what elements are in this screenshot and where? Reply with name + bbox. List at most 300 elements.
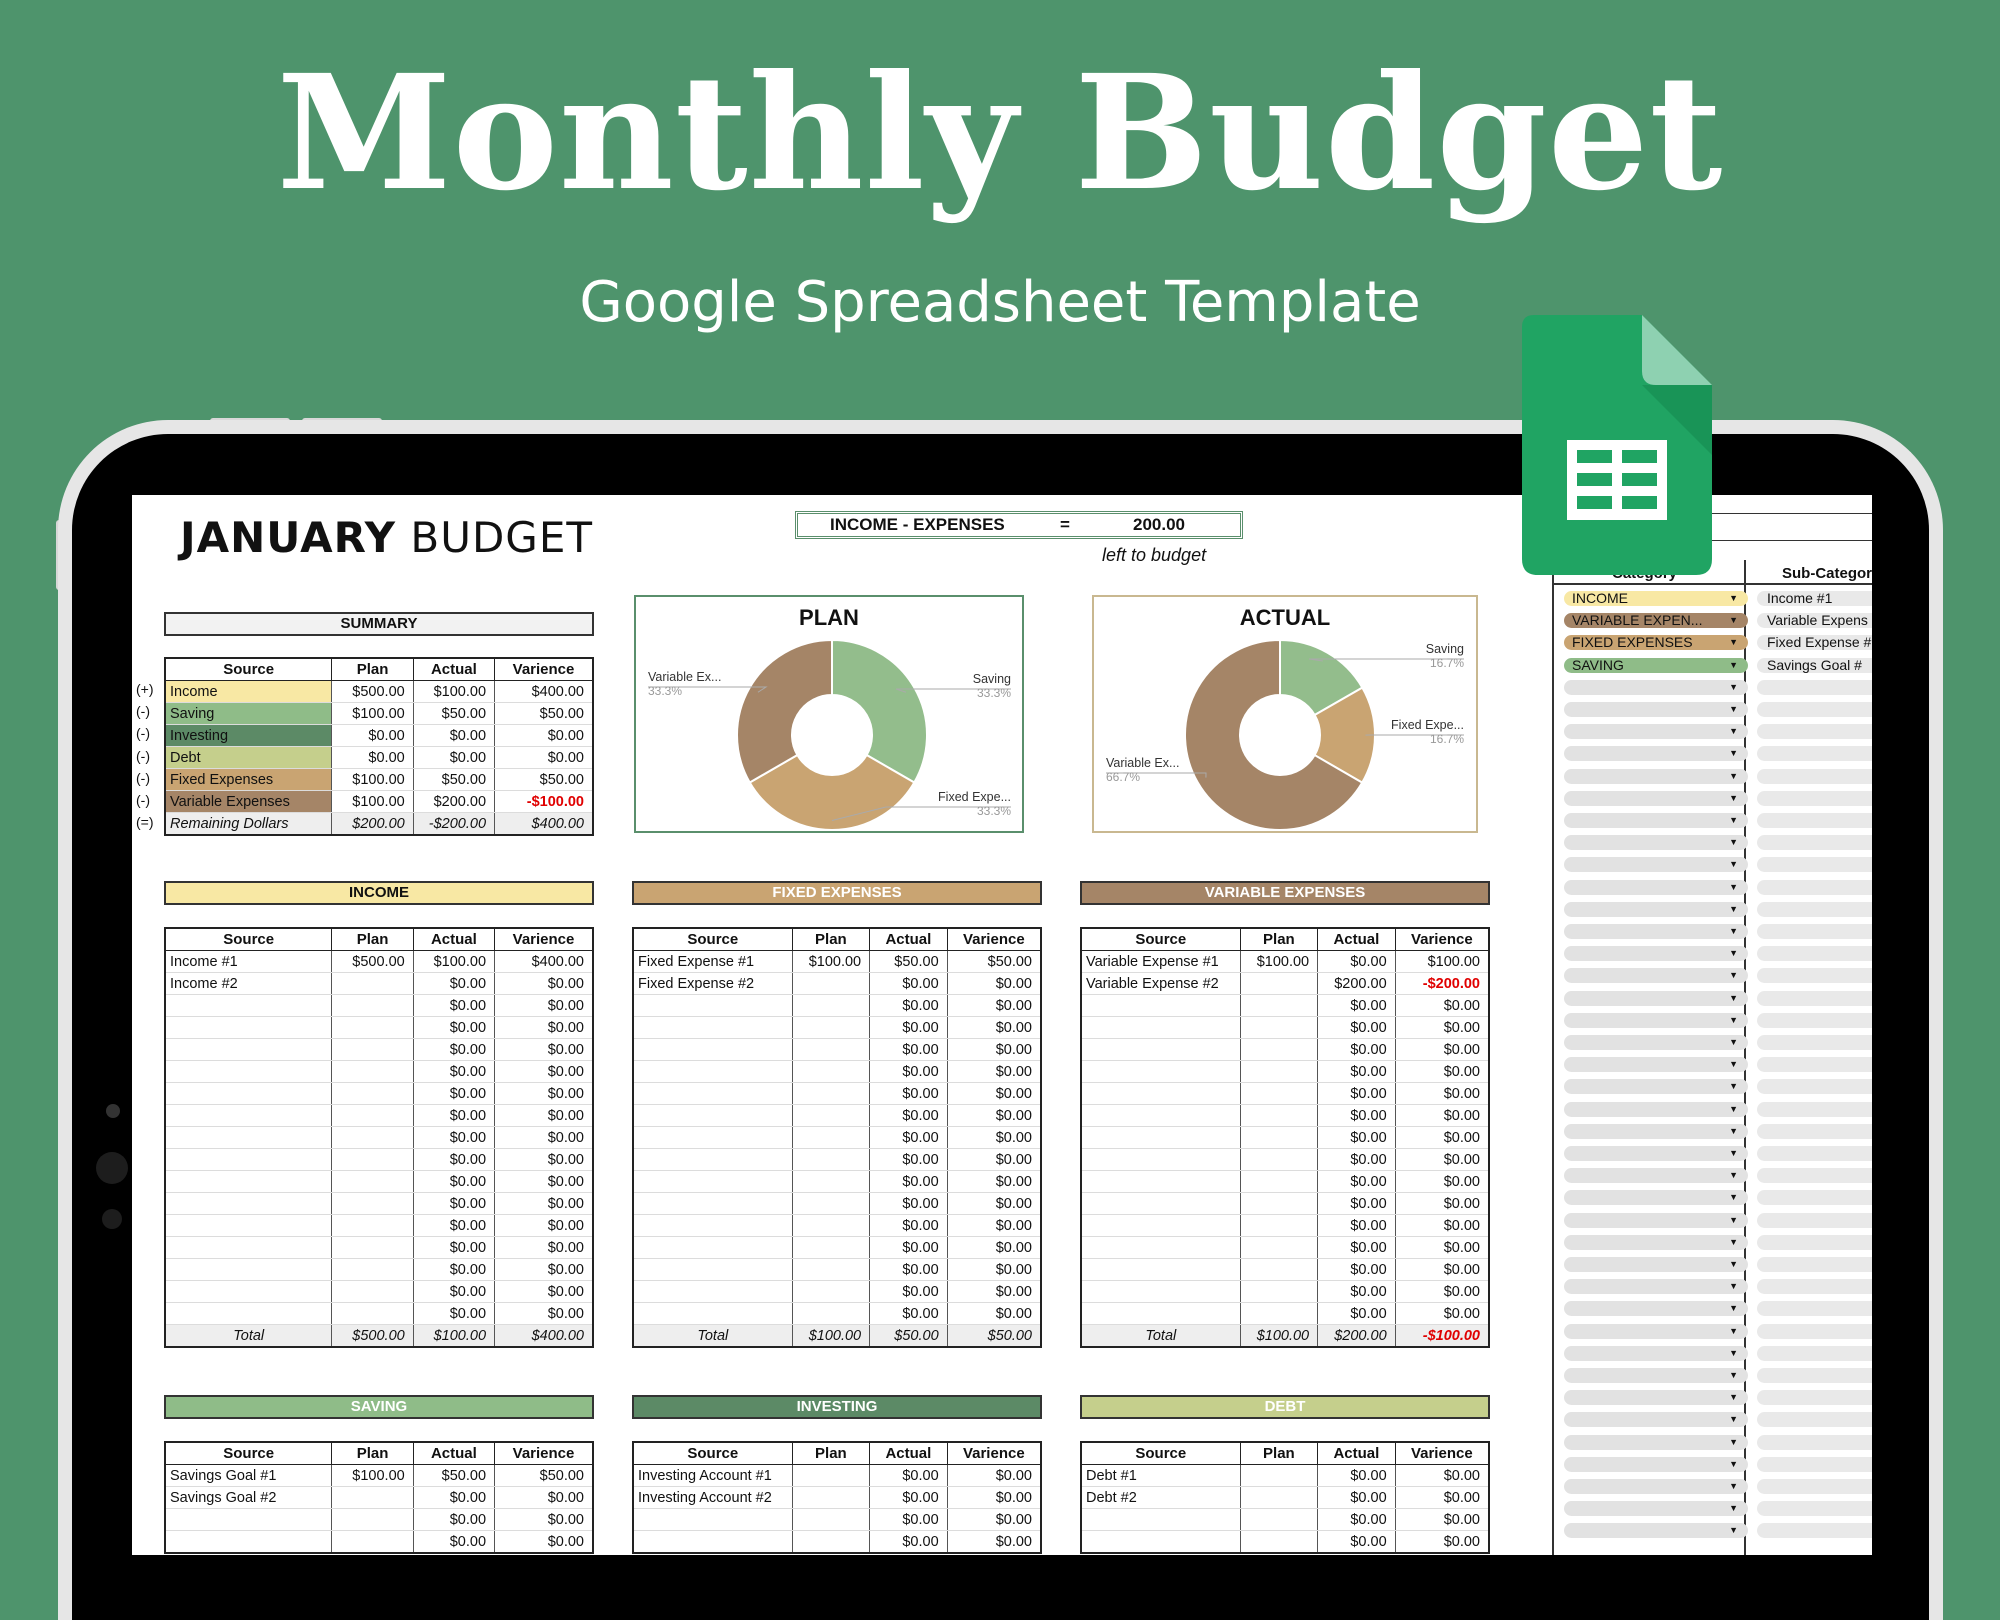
income-value-cell[interactable]: $0.00 [413, 1193, 494, 1215]
fixed-value-cell[interactable]: $0.00 [947, 1303, 1041, 1325]
fixed-value-cell[interactable] [792, 1193, 870, 1215]
variable-source-cell[interactable] [1081, 1281, 1240, 1303]
income-row[interactable] [165, 1083, 593, 1105]
income-source-cell[interactable] [165, 1215, 332, 1237]
variable-source-cell[interactable] [1081, 1259, 1240, 1281]
income-value-cell[interactable]: $0.00 [413, 1127, 494, 1149]
debt-value-cell[interactable] [1240, 1509, 1318, 1531]
category-dropdown[interactable] [1564, 1301, 1748, 1316]
summary-value-cell[interactable]: -$100.00 [495, 791, 593, 813]
category-dropdown[interactable] [1564, 1213, 1748, 1228]
variable-value-cell[interactable]: $0.00 [1395, 1017, 1489, 1039]
subcategory-dropdown[interactable] [1757, 1013, 1872, 1028]
category-dropdown[interactable] [1564, 1390, 1748, 1405]
variable-value-cell[interactable]: $0.00 [1318, 1127, 1396, 1149]
income-source-cell[interactable] [165, 1039, 332, 1061]
variable-row[interactable] [1081, 951, 1489, 973]
fixed-value-cell[interactable]: $0.00 [870, 1061, 948, 1083]
fixed-value-cell[interactable]: $0.00 [947, 1127, 1041, 1149]
fixed-value-cell[interactable]: $0.00 [947, 1215, 1041, 1237]
subcategory-dropdown[interactable] [1757, 1035, 1872, 1050]
summary-value-cell[interactable]: $100.00 [332, 769, 413, 791]
saving-source-cell[interactable]: Savings Goal #1 [165, 1465, 332, 1487]
fixed-value-cell[interactable] [792, 1237, 870, 1259]
variable-value-cell[interactable] [1240, 1017, 1318, 1039]
income-row[interactable] [165, 951, 593, 973]
variable-value-cell[interactable]: $0.00 [1318, 1083, 1396, 1105]
saving-value-cell[interactable] [332, 1487, 413, 1509]
summary-value-cell[interactable]: $400.00 [495, 681, 593, 703]
income-value-cell[interactable]: $400.00 [495, 951, 593, 973]
debt-source-cell[interactable]: Debt #2 [1081, 1487, 1240, 1509]
income-row[interactable] [165, 1039, 593, 1061]
subcategory-dropdown[interactable] [1757, 880, 1872, 895]
income-value-cell[interactable]: $0.00 [413, 1061, 494, 1083]
fixed-source-cell[interactable] [633, 1303, 792, 1325]
fixed-source-cell[interactable]: Fixed Expense #2 [633, 973, 792, 995]
variable-row[interactable] [1081, 1105, 1489, 1127]
income-value-cell[interactable]: $0.00 [413, 1105, 494, 1127]
category-dropdown[interactable] [1564, 1235, 1748, 1250]
fixed-row[interactable] [633, 1171, 1041, 1193]
income-value-cell[interactable] [332, 1171, 413, 1193]
income-row[interactable] [165, 995, 593, 1017]
saving-row[interactable] [165, 1465, 593, 1487]
fixed-value-cell[interactable]: $0.00 [870, 1193, 948, 1215]
category-dropdown[interactable] [1564, 835, 1748, 850]
variable-value-cell[interactable]: $0.00 [1395, 1193, 1489, 1215]
fixed-value-cell[interactable] [792, 1303, 870, 1325]
fixed-value-cell[interactable]: $0.00 [947, 1083, 1041, 1105]
subcategory-dropdown[interactable] [1757, 680, 1872, 695]
variable-row[interactable] [1081, 1017, 1489, 1039]
investing-row[interactable] [633, 1465, 1041, 1487]
income-value-cell[interactable]: $0.00 [495, 1083, 593, 1105]
subcategory-dropdown[interactable] [1757, 1279, 1872, 1294]
investing-row[interactable] [633, 1531, 1041, 1554]
income-value-cell[interactable]: $0.00 [413, 1303, 494, 1325]
income-value-cell[interactable]: $0.00 [495, 1149, 593, 1171]
fixed-value-cell[interactable] [792, 1061, 870, 1083]
investing-value-cell[interactable]: $0.00 [947, 1465, 1041, 1487]
fixed-value-cell[interactable]: $0.00 [870, 1149, 948, 1171]
fixed-value-cell[interactable]: $0.00 [947, 995, 1041, 1017]
fixed-row[interactable] [633, 995, 1041, 1017]
saving-row[interactable] [165, 1531, 593, 1554]
fixed-source-cell[interactable] [633, 1105, 792, 1127]
investing-source-cell[interactable] [633, 1509, 792, 1531]
variable-value-cell[interactable]: $0.00 [1318, 1017, 1396, 1039]
fixed-value-cell[interactable]: $0.00 [870, 1171, 948, 1193]
summary-value-cell[interactable]: $0.00 [413, 725, 494, 747]
subcategory-dropdown[interactable] [1757, 1146, 1872, 1161]
category-dropdown[interactable] [1564, 857, 1748, 872]
variable-value-cell[interactable]: $0.00 [1395, 1105, 1489, 1127]
variable-row[interactable] [1081, 973, 1489, 995]
income-row[interactable] [165, 1259, 593, 1281]
summary-value-cell[interactable]: $100.00 [332, 703, 413, 725]
income-value-cell[interactable] [332, 1039, 413, 1061]
fixed-value-cell[interactable]: $0.00 [870, 1237, 948, 1259]
income-source-cell[interactable] [165, 995, 332, 1017]
fixed-row[interactable] [633, 1083, 1041, 1105]
variable-value-cell[interactable] [1240, 1193, 1318, 1215]
fixed-value-cell[interactable] [792, 1281, 870, 1303]
fixed-value-cell[interactable]: $0.00 [870, 995, 948, 1017]
fixed-value-cell[interactable]: $0.00 [870, 1127, 948, 1149]
category-dropdown[interactable] [1564, 1146, 1748, 1161]
investing-value-cell[interactable]: $0.00 [870, 1509, 948, 1531]
variable-value-cell[interactable] [1240, 973, 1318, 995]
variable-value-cell[interactable] [1240, 1259, 1318, 1281]
variable-row[interactable] [1081, 995, 1489, 1017]
variable-value-cell[interactable]: -$200.00 [1395, 973, 1489, 995]
variable-value-cell[interactable]: $0.00 [1318, 1061, 1396, 1083]
fixed-row[interactable] [633, 1215, 1041, 1237]
fixed-source-cell[interactable]: Fixed Expense #1 [633, 951, 792, 973]
fixed-value-cell[interactable]: $100.00 [792, 951, 870, 973]
variable-value-cell[interactable]: $200.00 [1318, 973, 1396, 995]
subcategory-dropdown[interactable]: Fixed Expense # [1757, 635, 1872, 650]
category-dropdown[interactable] [1564, 613, 1748, 628]
category-dropdown[interactable] [1564, 635, 1748, 650]
fixed-row[interactable] [633, 1127, 1041, 1149]
investing-row[interactable] [633, 1509, 1041, 1531]
category-dropdown[interactable] [1564, 1412, 1748, 1427]
category-dropdown[interactable] [1564, 968, 1748, 983]
income-value-cell[interactable]: $0.00 [495, 1237, 593, 1259]
variable-row[interactable] [1081, 1127, 1489, 1149]
variable-source-cell[interactable]: Variable Expense #1 [1081, 951, 1240, 973]
income-value-cell[interactable]: $0.00 [495, 1171, 593, 1193]
category-dropdown[interactable] [1564, 1257, 1748, 1272]
fixed-value-cell[interactable]: $0.00 [870, 1083, 948, 1105]
income-source-cell[interactable] [165, 1303, 332, 1325]
debt-value-cell[interactable] [1240, 1465, 1318, 1487]
saving-value-cell[interactable]: $50.00 [495, 1465, 593, 1487]
variable-source-cell[interactable] [1081, 1039, 1240, 1061]
income-value-cell[interactable]: $0.00 [495, 1127, 593, 1149]
summary-value-cell[interactable]: $0.00 [332, 747, 413, 769]
income-row[interactable] [165, 1171, 593, 1193]
fixed-value-cell[interactable]: $0.00 [870, 1303, 948, 1325]
income-value-cell[interactable]: $0.00 [413, 973, 494, 995]
debt-value-cell[interactable]: $0.00 [1318, 1509, 1396, 1531]
income-value-cell[interactable]: $0.00 [413, 1149, 494, 1171]
variable-row[interactable] [1081, 1061, 1489, 1083]
category-dropdown[interactable] [1564, 1346, 1748, 1361]
income-source-cell[interactable] [165, 1281, 332, 1303]
saving-source-cell[interactable]: Savings Goal #2 [165, 1487, 332, 1509]
saving-value-cell[interactable]: $0.00 [413, 1509, 494, 1531]
fixed-value-cell[interactable] [792, 1083, 870, 1105]
income-row[interactable] [165, 1281, 593, 1303]
category-dropdown[interactable] [1564, 702, 1748, 717]
summary-row[interactable] [165, 769, 593, 791]
category-dropdown[interactable] [1564, 658, 1748, 673]
saving-value-cell[interactable]: $0.00 [413, 1487, 494, 1509]
subcategory-dropdown[interactable] [1757, 1301, 1872, 1316]
income-source-cell[interactable] [165, 1061, 332, 1083]
summary-value-cell[interactable]: $0.00 [332, 725, 413, 747]
summary-value-cell[interactable]: $100.00 [413, 681, 494, 703]
variable-row[interactable] [1081, 1193, 1489, 1215]
investing-value-cell[interactable]: $0.00 [870, 1465, 948, 1487]
fixed-value-cell[interactable] [792, 1149, 870, 1171]
income-source-cell[interactable] [165, 1259, 332, 1281]
debt-source-cell[interactable]: Debt #1 [1081, 1465, 1240, 1487]
category-dropdown[interactable] [1564, 1501, 1748, 1516]
income-row[interactable] [165, 1061, 593, 1083]
saving-row[interactable] [165, 1509, 593, 1531]
summary-source-cell[interactable]: Debt [165, 747, 332, 769]
debt-row[interactable] [1081, 1531, 1489, 1554]
fixed-source-cell[interactable] [633, 1061, 792, 1083]
category-dropdown[interactable] [1564, 1523, 1748, 1538]
fixed-value-cell[interactable]: $0.00 [947, 1237, 1041, 1259]
summary-row[interactable] [165, 703, 593, 725]
income-value-cell[interactable]: $0.00 [495, 1061, 593, 1083]
income-value-cell[interactable] [332, 1259, 413, 1281]
summary-value-cell[interactable]: $50.00 [413, 769, 494, 791]
subcategory-dropdown[interactable] [1757, 991, 1872, 1006]
investing-value-cell[interactable]: $0.00 [870, 1487, 948, 1509]
category-dropdown[interactable] [1564, 1102, 1748, 1117]
variable-value-cell[interactable]: $0.00 [1318, 1171, 1396, 1193]
subcategory-dropdown[interactable] [1757, 1435, 1872, 1450]
summary-row[interactable] [165, 681, 593, 703]
subcategory-dropdown[interactable] [1757, 769, 1872, 784]
subcategory-dropdown[interactable] [1757, 1479, 1872, 1494]
category-dropdown[interactable] [1564, 1168, 1748, 1183]
category-dropdown[interactable] [1564, 769, 1748, 784]
subcategory-dropdown[interactable]: Income #1 [1757, 591, 1872, 606]
variable-source-cell[interactable] [1081, 1171, 1240, 1193]
variable-value-cell[interactable]: $0.00 [1318, 951, 1396, 973]
saving-value-cell[interactable]: $0.00 [413, 1531, 494, 1554]
fixed-value-cell[interactable]: $0.00 [947, 1193, 1041, 1215]
debt-row[interactable] [1081, 1465, 1489, 1487]
summary-source-cell[interactable]: Remaining Dollars [165, 813, 332, 836]
category-dropdown[interactable] [1564, 813, 1748, 828]
income-value-cell[interactable] [332, 1083, 413, 1105]
investing-value-cell[interactable]: $0.00 [947, 1531, 1041, 1554]
income-value-cell[interactable] [332, 1061, 413, 1083]
fixed-value-cell[interactable] [792, 1105, 870, 1127]
subcategory-dropdown[interactable] [1757, 1079, 1872, 1094]
investing-value-cell[interactable] [792, 1531, 870, 1554]
summary-value-cell[interactable]: $0.00 [413, 747, 494, 769]
subcategory-dropdown[interactable]: Savings Goal # [1757, 658, 1872, 673]
income-row[interactable] [165, 1237, 593, 1259]
variable-value-cell[interactable]: $0.00 [1395, 1127, 1489, 1149]
summary-value-cell[interactable]: $200.00 [413, 791, 494, 813]
fixed-source-cell[interactable] [633, 1017, 792, 1039]
variable-row[interactable] [1081, 1149, 1489, 1171]
income-value-cell[interactable]: $0.00 [413, 1215, 494, 1237]
fixed-row[interactable] [633, 1061, 1041, 1083]
income-source-cell[interactable] [165, 1083, 332, 1105]
category-dropdown[interactable] [1564, 1124, 1748, 1139]
category-dropdown[interactable] [1564, 1368, 1748, 1383]
income-source-cell[interactable] [165, 1127, 332, 1149]
variable-source-cell[interactable]: Variable Expense #2 [1081, 973, 1240, 995]
income-value-cell[interactable]: $0.00 [413, 1039, 494, 1061]
income-value-cell[interactable]: $0.00 [413, 1083, 494, 1105]
subcategory-dropdown[interactable] [1757, 1235, 1872, 1250]
variable-value-cell[interactable]: $0.00 [1395, 1303, 1489, 1325]
fixed-value-cell[interactable] [792, 1039, 870, 1061]
variable-source-cell[interactable] [1081, 1149, 1240, 1171]
fixed-value-cell[interactable] [792, 995, 870, 1017]
fixed-row[interactable] [633, 1237, 1041, 1259]
investing-value-cell[interactable] [792, 1487, 870, 1509]
fixed-value-cell[interactable]: $0.00 [870, 1259, 948, 1281]
income-source-cell[interactable] [165, 1149, 332, 1171]
income-value-cell[interactable]: $0.00 [495, 1105, 593, 1127]
category-dropdown[interactable] [1564, 1035, 1748, 1050]
variable-value-cell[interactable]: $0.00 [1395, 1149, 1489, 1171]
variable-source-cell[interactable] [1081, 1237, 1240, 1259]
fixed-value-cell[interactable] [792, 1215, 870, 1237]
summary-source-cell[interactable]: Fixed Expenses [165, 769, 332, 791]
investing-value-cell[interactable]: $0.00 [947, 1509, 1041, 1531]
saving-value-cell[interactable]: $0.00 [495, 1509, 593, 1531]
income-value-cell[interactable]: $0.00 [495, 973, 593, 995]
saving-value-cell[interactable] [332, 1531, 413, 1554]
fixed-source-cell[interactable] [633, 1281, 792, 1303]
category-dropdown[interactable] [1564, 1079, 1748, 1094]
income-value-cell[interactable]: $0.00 [413, 1259, 494, 1281]
variable-source-cell[interactable] [1081, 1127, 1240, 1149]
variable-value-cell[interactable]: $0.00 [1395, 1215, 1489, 1237]
fixed-source-cell[interactable] [633, 1149, 792, 1171]
category-dropdown[interactable] [1564, 1013, 1748, 1028]
subcategory-dropdown[interactable] [1757, 1501, 1872, 1516]
fixed-value-cell[interactable] [792, 1259, 870, 1281]
fixed-row[interactable] [633, 1105, 1041, 1127]
income-value-cell[interactable] [332, 1303, 413, 1325]
subcategory-dropdown[interactable] [1757, 1523, 1872, 1538]
category-dropdown[interactable] [1564, 991, 1748, 1006]
variable-source-cell[interactable] [1081, 995, 1240, 1017]
variable-value-cell[interactable]: $0.00 [1395, 1281, 1489, 1303]
summary-source-cell[interactable]: Saving [165, 703, 332, 725]
variable-value-cell[interactable]: $0.00 [1318, 1105, 1396, 1127]
variable-source-cell[interactable] [1081, 1061, 1240, 1083]
variable-value-cell[interactable]: $0.00 [1395, 1061, 1489, 1083]
subcategory-dropdown[interactable] [1757, 1213, 1872, 1228]
investing-row[interactable] [633, 1487, 1041, 1509]
category-dropdown[interactable] [1564, 724, 1748, 739]
debt-row[interactable] [1081, 1509, 1489, 1531]
income-value-cell[interactable] [332, 995, 413, 1017]
subcategory-dropdown[interactable] [1757, 724, 1872, 739]
saving-value-cell[interactable]: $50.00 [413, 1465, 494, 1487]
variable-value-cell[interactable]: $0.00 [1318, 1193, 1396, 1215]
debt-value-cell[interactable]: $0.00 [1395, 1509, 1489, 1531]
summary-value-cell[interactable]: $50.00 [495, 769, 593, 791]
income-value-cell[interactable]: $100.00 [413, 951, 494, 973]
category-dropdown[interactable] [1564, 746, 1748, 761]
summary-row[interactable] [165, 813, 593, 836]
fixed-value-cell[interactable]: $0.00 [947, 1105, 1041, 1127]
variable-value-cell[interactable]: $0.00 [1318, 1303, 1396, 1325]
income-row[interactable] [165, 1149, 593, 1171]
investing-value-cell[interactable]: $0.00 [870, 1531, 948, 1554]
investing-source-cell[interactable]: Investing Account #1 [633, 1465, 792, 1487]
fixed-value-cell[interactable]: $0.00 [870, 973, 948, 995]
income-value-cell[interactable]: $0.00 [495, 1281, 593, 1303]
variable-value-cell[interactable] [1240, 1237, 1318, 1259]
variable-row[interactable] [1081, 1259, 1489, 1281]
category-dropdown[interactable] [1564, 791, 1748, 806]
subcategory-dropdown[interactable] [1757, 702, 1872, 717]
subcategory-dropdown[interactable] [1757, 813, 1872, 828]
debt-value-cell[interactable] [1240, 1531, 1318, 1554]
income-source-cell[interactable] [165, 1237, 332, 1259]
variable-source-cell[interactable] [1081, 1083, 1240, 1105]
income-row[interactable] [165, 1017, 593, 1039]
variable-value-cell[interactable]: $0.00 [1395, 1083, 1489, 1105]
saving-source-cell[interactable] [165, 1531, 332, 1554]
subcategory-dropdown[interactable] [1757, 1457, 1872, 1472]
income-value-cell[interactable] [332, 1105, 413, 1127]
fixed-row[interactable] [633, 1281, 1041, 1303]
saving-value-cell[interactable]: $100.00 [332, 1465, 413, 1487]
fixed-source-cell[interactable] [633, 995, 792, 1017]
investing-source-cell[interactable] [633, 1531, 792, 1554]
variable-source-cell[interactable] [1081, 1017, 1240, 1039]
fixed-source-cell[interactable] [633, 1171, 792, 1193]
debt-value-cell[interactable]: $0.00 [1318, 1465, 1396, 1487]
summary-value-cell[interactable]: $500.00 [332, 681, 413, 703]
income-row[interactable] [165, 1215, 593, 1237]
variable-value-cell[interactable]: $0.00 [1395, 1259, 1489, 1281]
subcategory-dropdown[interactable] [1757, 946, 1872, 961]
variable-value-cell[interactable]: $0.00 [1318, 1149, 1396, 1171]
income-value-cell[interactable] [332, 1017, 413, 1039]
income-value-cell[interactable] [332, 1149, 413, 1171]
income-value-cell[interactable] [332, 973, 413, 995]
variable-value-cell[interactable]: $0.00 [1318, 995, 1396, 1017]
fixed-value-cell[interactable]: $0.00 [947, 1149, 1041, 1171]
fixed-row[interactable] [633, 951, 1041, 973]
debt-value-cell[interactable] [1240, 1487, 1318, 1509]
income-row[interactable] [165, 1303, 593, 1325]
variable-value-cell[interactable] [1240, 1149, 1318, 1171]
income-value-cell[interactable]: $0.00 [413, 1171, 494, 1193]
variable-source-cell[interactable] [1081, 1303, 1240, 1325]
variable-value-cell[interactable]: $0.00 [1395, 1237, 1489, 1259]
fixed-value-cell[interactable] [792, 1017, 870, 1039]
fixed-value-cell[interactable]: $0.00 [947, 1171, 1041, 1193]
summary-value-cell[interactable]: $400.00 [495, 813, 593, 836]
fixed-value-cell[interactable]: $0.00 [947, 973, 1041, 995]
subcategory-dropdown[interactable] [1757, 924, 1872, 939]
summary-value-cell[interactable]: $100.00 [332, 791, 413, 813]
summary-source-cell[interactable]: Variable Expenses [165, 791, 332, 813]
variable-source-cell[interactable] [1081, 1193, 1240, 1215]
subcategory-dropdown[interactable] [1757, 857, 1872, 872]
investing-source-cell[interactable]: Investing Account #2 [633, 1487, 792, 1509]
category-dropdown[interactable] [1564, 902, 1748, 917]
income-value-cell[interactable] [332, 1237, 413, 1259]
subcategory-dropdown[interactable] [1757, 1102, 1872, 1117]
category-dropdown[interactable] [1564, 591, 1748, 606]
category-dropdown[interactable] [1564, 1457, 1748, 1472]
variable-value-cell[interactable] [1240, 1215, 1318, 1237]
